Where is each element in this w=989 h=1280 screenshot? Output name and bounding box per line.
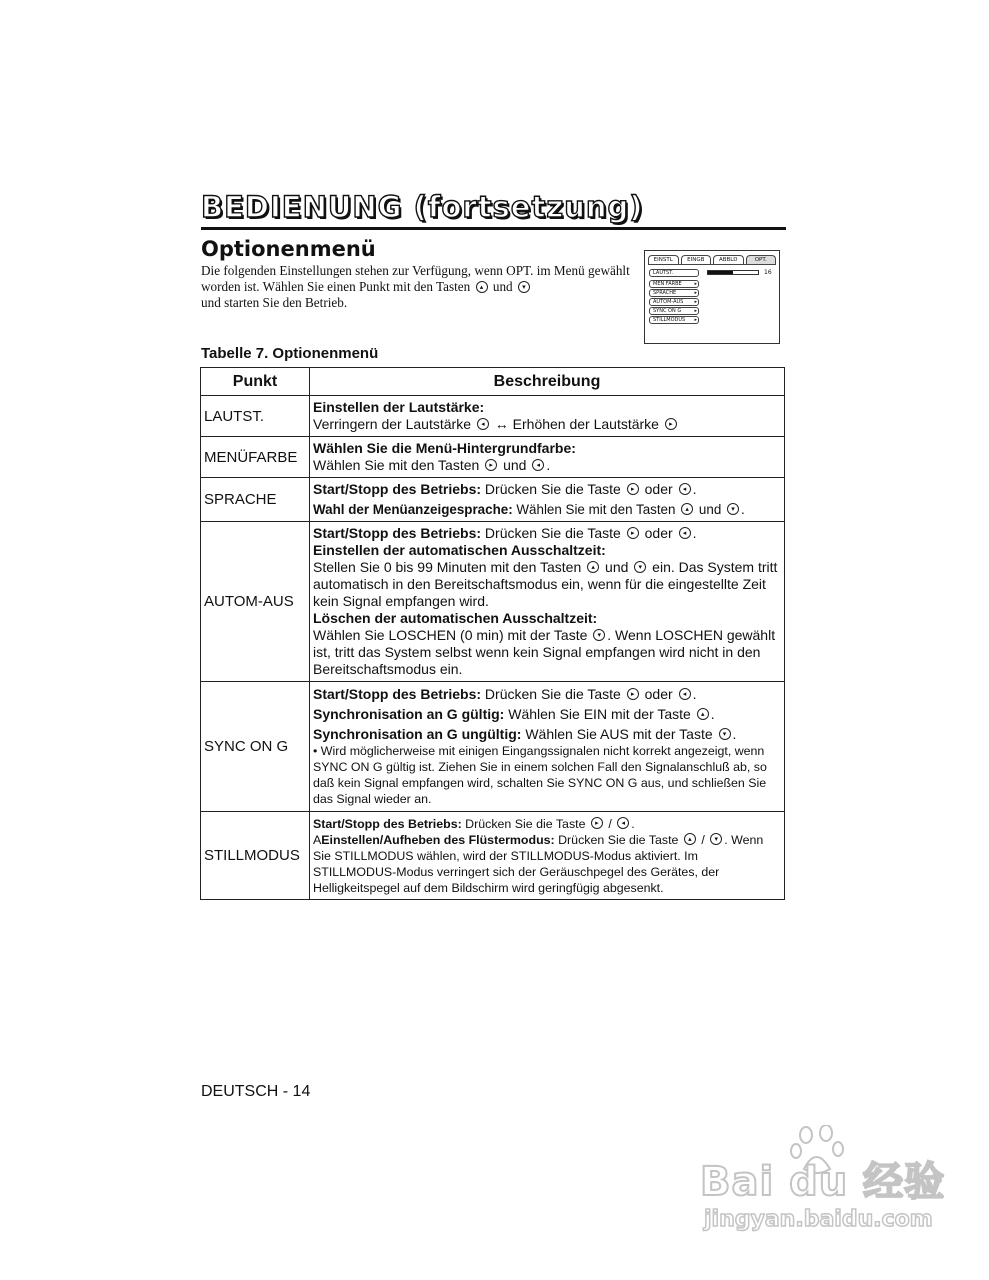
col-header-beschreibung: Beschreibung — [310, 368, 785, 396]
table-row — [201, 396, 785, 437]
header-rule — [201, 227, 786, 230]
right-key-icon: ▸ — [591, 817, 603, 829]
row-punkt-sync-on-g: SYNC ON G — [201, 682, 310, 812]
menu-tab-einstl: EINSTL — [648, 255, 679, 264]
row-punkt-sprache: SPRACHE — [201, 478, 310, 522]
volume-level-bar — [707, 270, 759, 275]
row-desc-stillmodus: Start/Stopp des Betriebs: Drücken Sie die Taste ▸ / ◂ . AEinstellen/Aufheben des Flüstermodus: Drücken Sie die Taste ▴ / ▾ . Wenn Sie STILLMODUS wählen, wird der STILLMODUS-Modus aktiviert. Im STILLMODUS-Modus verringert sich der Geräuschpegel des Gerätes, der Helligkeitspegel auf dem Bildschirm wird geringfügig abgesenkt. — [310, 812, 785, 900]
menu-item-menfarbe: MEN FARBE ▸ — [649, 280, 699, 288]
menu-item-stillmodus: STILLMODUS ▸ — [649, 316, 699, 324]
left-key-icon: ◂ — [679, 483, 691, 495]
options-menu-screenshot — [644, 250, 780, 344]
left-key-icon: ◂ — [532, 459, 544, 471]
left-key-icon: ◂ — [617, 817, 629, 829]
row-punkt-lautst: LAUTST. — [201, 396, 310, 437]
baidu-watermark — [700, 1125, 946, 1245]
watermark-logo: Bai du 经验 — [700, 1159, 946, 1205]
table-row — [201, 522, 785, 682]
watermark-url: jingyan.baidu.com — [704, 1207, 933, 1232]
arrow-right-icon: ▸ — [694, 299, 697, 305]
volume-level-fill — [708, 271, 733, 274]
down-key-icon: ▾ — [719, 728, 731, 740]
page-number: DEUTSCH - 14 — [201, 1083, 311, 1100]
row-punkt-autom-aus: AUTOM-AUS — [201, 522, 310, 682]
row-desc-autom-aus: Start/Stopp des Betriebs: Drücken Sie die Taste ▸ oder ◂ . Einstellen der automatischen Ausschaltzeit: Stellen Sie 0 bis 99 Minuten mit den Tasten ▴ und ▾ ein. Das System tritt automatisch in den Bereitschaftsmodus ein, wenn für die eingestellte Zeit kein Signal empfangen wird. Löschen der automatischen Ausschaltzeit: Wählen Sie LOSCHEN (0 min) mit der Taste ▾ . Wenn LOSCHEN gewählt ist, tritt das System selbst wenn kein Signal empfangen wird nicht in den Bereitschaftsmodus ein. — [310, 522, 785, 682]
up-key-icon: ▴ — [684, 833, 696, 845]
arrow-right-icon: ▸ — [694, 308, 697, 314]
up-key-icon: ▴ — [697, 708, 709, 720]
right-key-icon: ▸ — [627, 527, 639, 539]
table-row — [201, 437, 785, 478]
section-title: Optionenmenü — [201, 237, 376, 261]
table-row — [201, 478, 785, 522]
row-desc-menufarbe: Wählen Sie die Menü-Hintergrundfarbe: Wählen Sie mit den Tasten ▸ und ◂ . — [310, 437, 785, 478]
row-desc-sync-on-g: Start/Stopp des Betriebs: Drücken Sie die Taste ▸ oder ◂ . Synchronisation an G gültig: Wählen Sie EIN mit der Taste ▴ . Synchronisation an G ungültig: Wählen Sie AUS mit der Taste ▾ . • Wird möglicherweise mit einigen Eingangssignalen nicht korrekt angezeigt, wenn SYNC ON G gültig ist. Ziehen Sie in einem solchen Fall den Signalanschluß ab, so daß kein Signal empfangen wird, schalten Sie SYNC ON G aus, und schließen Sie das Signal wieder an. — [310, 682, 785, 812]
table-row — [201, 682, 785, 812]
left-key-icon: ◂ — [679, 527, 691, 539]
menu-tab-eingb: EINGB — [681, 255, 712, 264]
right-key-icon: ▸ — [665, 418, 677, 430]
volume-value: 16 — [764, 269, 772, 276]
arrow-right-icon: ▸ — [694, 290, 697, 296]
menu-item-list — [649, 269, 699, 325]
menu-item-sprache: SPRACHE ▸ — [649, 289, 699, 297]
menu-tabs — [648, 255, 776, 264]
table-header-row — [201, 368, 785, 396]
up-key-icon: ▴ — [587, 561, 599, 573]
left-key-icon: ◂ — [679, 688, 691, 700]
page-title: BEDIENUNG (fortsetzung) — [201, 190, 644, 224]
row-punkt-menufarbe: MENÜFARBE — [201, 437, 310, 478]
right-key-icon: ▸ — [485, 459, 497, 471]
col-header-punkt: Punkt — [201, 368, 310, 396]
menu-item-sync-on-g: SYNC ON G ▸ — [649, 307, 699, 315]
down-key-icon: ▾ — [710, 833, 722, 845]
menu-tab-opt: OPT. — [746, 255, 777, 264]
row-desc-sprache: Start/Stopp des Betriebs: Drücken Sie die Taste ▸ oder ◂ . Wahl der Menüanzeigesprache: Wählen Sie mit den Tasten ▴ und ▾ . — [310, 478, 785, 522]
options-table — [200, 367, 785, 900]
up-key-icon: ▴ — [476, 281, 488, 293]
table-row — [201, 812, 785, 900]
left-key-icon: ◂ — [477, 418, 489, 430]
arrow-right-icon: ▸ — [694, 317, 697, 323]
right-key-icon: ▸ — [627, 483, 639, 495]
intro-paragraph: Die folgenden Einstellungen stehen zur Verfügung, wenn OPT. im Menü gewählt worden ist. Wählen Sie einen Punkt mit den Tasten ▴ und ▾ und starten Sie den Betrieb. — [201, 263, 630, 310]
down-key-icon: ▾ — [518, 281, 530, 293]
menu-item-autom-aus: AUTOM-AUS ▸ — [649, 298, 699, 306]
row-desc-lautst: Einstellen der Lautstärke: Verringern der Lautstärke ◂ ↔ Erhöhen der Lautstärke ▸ — [310, 396, 785, 437]
row-punkt-stillmodus: STILLMODUS — [201, 812, 310, 900]
down-key-icon: ▾ — [634, 561, 646, 573]
down-key-icon: ▾ — [593, 629, 605, 641]
right-key-icon: ▸ — [627, 688, 639, 700]
table-caption: Tabelle 7. Optionenmenü — [201, 345, 379, 362]
down-key-icon: ▾ — [727, 503, 739, 515]
up-key-icon: ▴ — [681, 503, 693, 515]
menu-item-lautst: LAUTST. — [649, 269, 699, 277]
menu-tab-abbld: ABBLD — [713, 255, 744, 264]
arrow-right-icon: ▸ — [694, 281, 697, 287]
